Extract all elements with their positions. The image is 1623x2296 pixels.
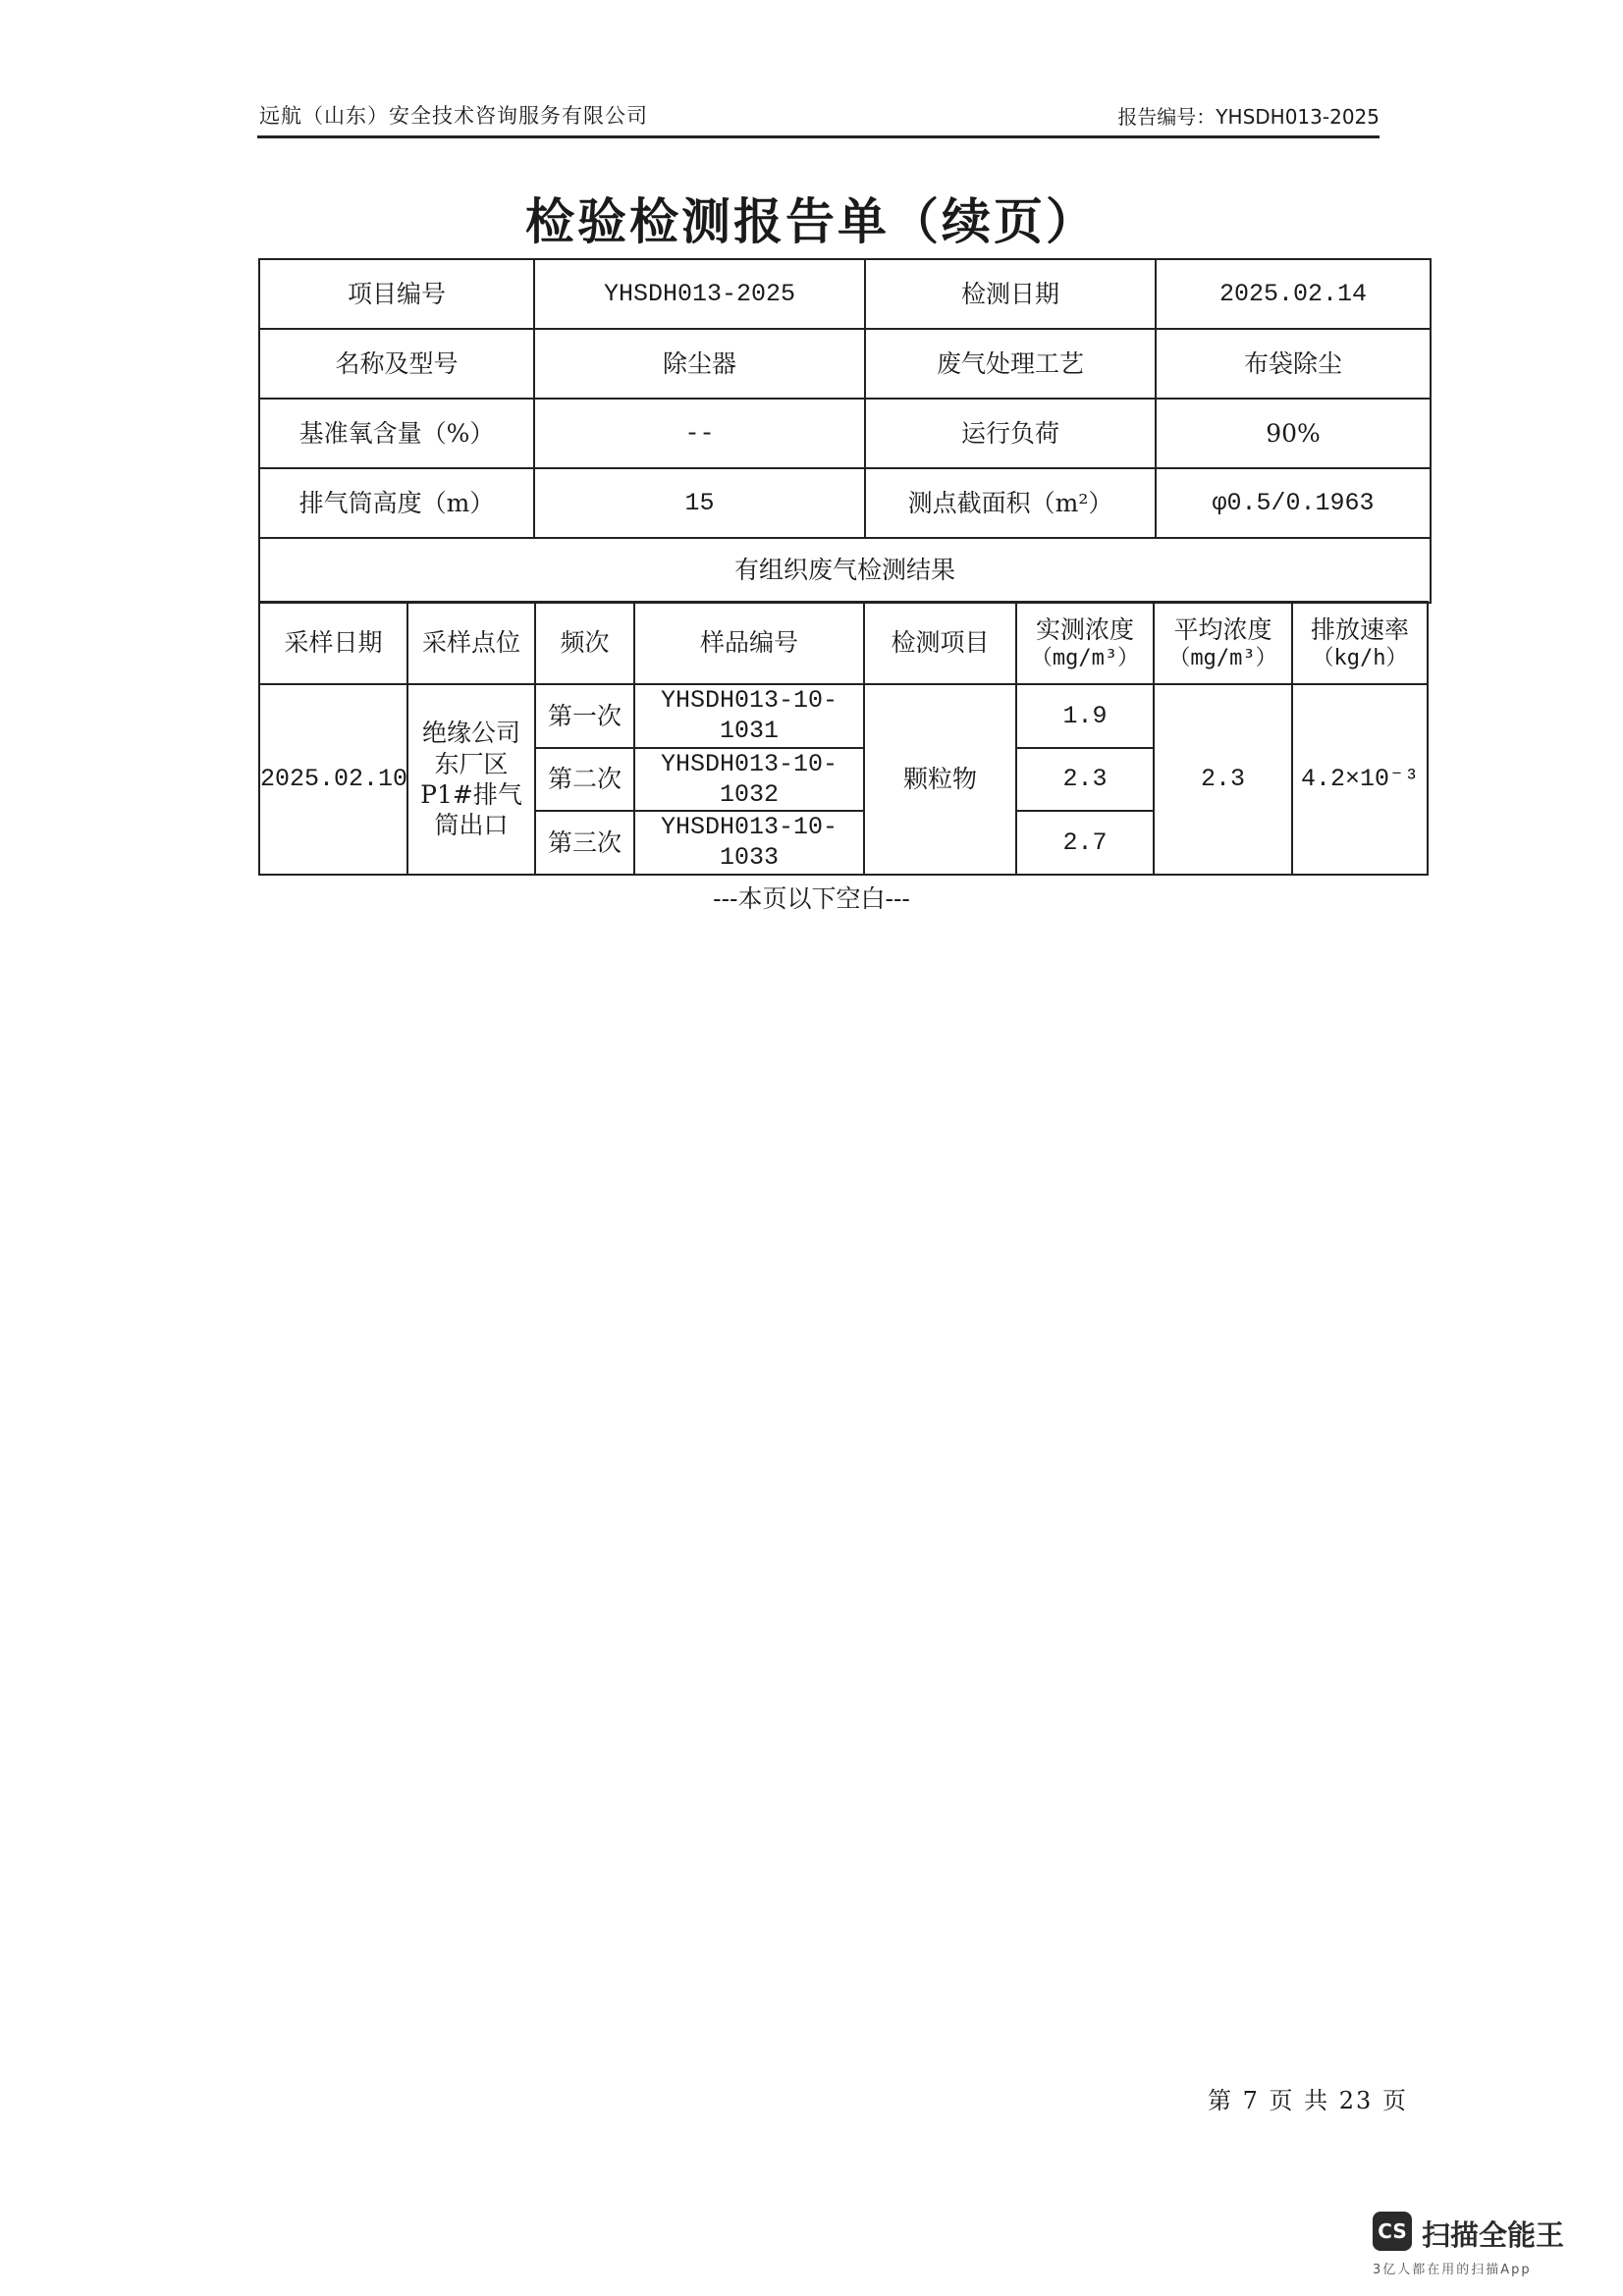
- col-frequency: 频次: [535, 602, 634, 684]
- report-title: 检验检测报告单（续页）: [525, 193, 1098, 250]
- section-title: 有组织废气检测结果: [259, 538, 1431, 603]
- col-sample-no: 样品编号: [634, 602, 864, 684]
- sampling-point-value: 绝缘公司东厂区P1#排气筒出口: [407, 684, 535, 875]
- average-value: 2.3: [1154, 684, 1292, 875]
- freq-1: 第一次: [535, 684, 634, 748]
- sample-no-2: YHSDH013-10-1032: [634, 748, 864, 812]
- sample-no-1: YHSDH013-10-1031: [634, 684, 864, 748]
- scanner-watermark: [1373, 2200, 1574, 2278]
- process-label: 废气处理工艺: [865, 329, 1156, 399]
- col-item: 检测项目: [864, 602, 1016, 684]
- scanner-tagline: 3亿人都在用的扫描App: [1373, 2263, 1532, 2277]
- test-date-value: 2025.02.14: [1156, 259, 1431, 329]
- page-header: [257, 96, 1380, 138]
- stack-height-value: 15: [534, 468, 865, 538]
- average-title: 平均浓度: [1173, 614, 1272, 644]
- stack-height-label: 排气筒高度（m）: [259, 468, 534, 538]
- load-label: 运行负荷: [865, 399, 1156, 468]
- page-number: 第 7 页 共 23 页: [1208, 2087, 1408, 2114]
- blank-note: ---本页以下空白---: [713, 884, 910, 913]
- sample-no-3: YHSDH013-10-1033: [634, 811, 864, 875]
- report-number: 报告编号：YHSDH013-2025: [1117, 105, 1380, 129]
- average-unit: （mg/m³）: [1168, 645, 1277, 670]
- rate-unit: （kg/h）: [1312, 645, 1408, 670]
- oxygen-value: --: [534, 399, 865, 468]
- freq-3: 第三次: [535, 811, 634, 875]
- results-table: [258, 601, 1429, 876]
- value-2: 2.3: [1016, 748, 1154, 812]
- item-value: 颗粒物: [864, 684, 1016, 875]
- project-no-label: 项目编号: [259, 259, 534, 329]
- col-sampling-date: 采样日期: [259, 602, 407, 684]
- test-date-label: 检测日期: [865, 259, 1156, 329]
- table-row: [259, 684, 1428, 748]
- col-measured: [1016, 602, 1154, 684]
- process-value: 布袋除尘: [1156, 329, 1431, 399]
- sampling-date-value: 2025.02.10: [259, 684, 407, 875]
- scanner-logo-icon: CS: [1373, 2212, 1412, 2251]
- load-value: 90%: [1156, 399, 1431, 468]
- area-label: 测点截面积（m²）: [865, 468, 1156, 538]
- freq-2: 第二次: [535, 748, 634, 812]
- measured-unit: （mg/m³）: [1030, 645, 1140, 670]
- value-1: 1.9: [1016, 684, 1154, 748]
- col-sampling-point: 采样点位: [407, 602, 535, 684]
- col-rate: [1292, 602, 1428, 684]
- info-table: [258, 258, 1432, 604]
- project-no-value: YHSDH013-2025: [534, 259, 865, 329]
- scanner-name: 扫描全能王: [1422, 2218, 1565, 2252]
- measured-title: 实测浓度: [1035, 614, 1134, 644]
- rate-value: 4.2×10⁻³: [1292, 684, 1428, 875]
- rate-title: 排放速率: [1310, 614, 1409, 644]
- name-value: 除尘器: [534, 329, 865, 399]
- area-value: φ0.5/0.1963: [1156, 468, 1431, 538]
- oxygen-label: 基准氧含量（%）: [259, 399, 534, 468]
- value-3: 2.7: [1016, 811, 1154, 875]
- col-average: [1154, 602, 1292, 684]
- company-name: 远航（山东）安全技术咨询服务有限公司: [259, 104, 648, 128]
- name-label: 名称及型号: [259, 329, 534, 399]
